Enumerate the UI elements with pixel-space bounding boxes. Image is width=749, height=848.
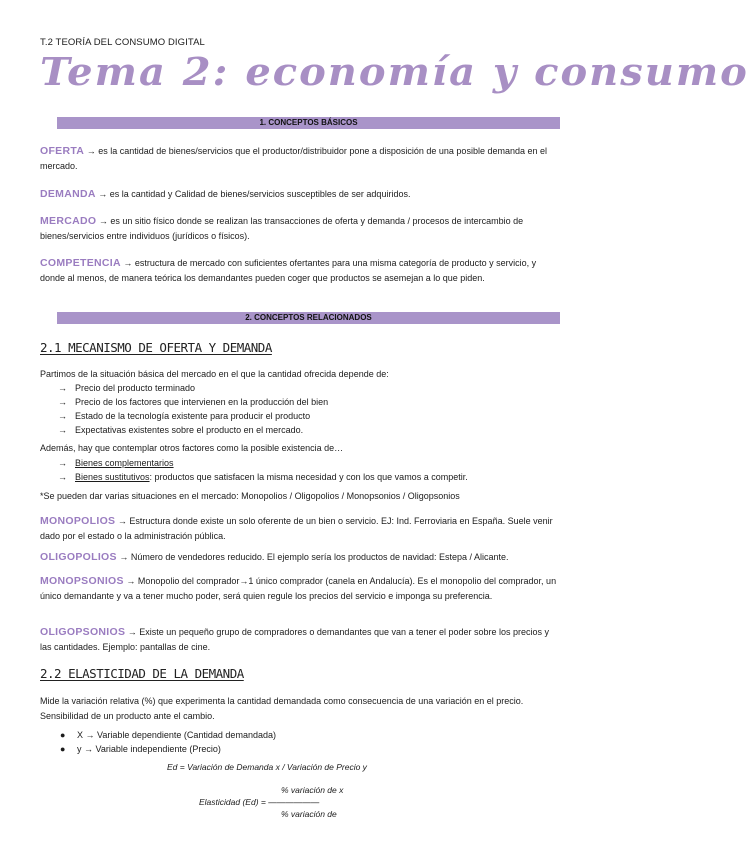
term-oligopolios: OLIGOPOLIOS <box>40 551 117 563</box>
arrow-icon: → <box>58 458 67 468</box>
page-title: Tema 2: economía y consumo <box>40 50 749 95</box>
bullet-icon: ● <box>60 744 66 754</box>
definition-text: es la cantidad de bienes/servicios que el productor/distribuidor pone a disposición de una posible demanda en el mercado. <box>40 146 547 171</box>
bullet-icon: ● <box>60 730 66 740</box>
formula-denominator: % variación de <box>281 809 337 819</box>
extra-factor-item <box>58 456 174 470</box>
term-oferta: OFERTA <box>40 145 85 157</box>
factor-item: → Estado de la tecnología existente para producir el producto <box>58 411 311 421</box>
variable-item: ● X → Variable dependiente (Cantidad demandada) <box>60 730 276 740</box>
subheading-mechanism: 2.1 MECANISMO DE OFERTA Y DEMANDA <box>40 340 272 355</box>
extra-factor-item: → Bienes sustitutivos: productos que satisfacen la misma necesidad y con los que vamos a competir. <box>58 472 468 482</box>
term-mercado: MERCADO <box>40 215 97 227</box>
market-note: *Se pueden dar varias situaciones en el mercado: Monopolios / Oligopolios / Monopsonios / Oligopsonios <box>40 491 460 501</box>
definition-mercado: MERCADO → es un sitio físico donde se realizan las transacciones de oferta y demanda / procesos de intercambio de bienes/servicios entre individuos (jurídicos o físicos). <box>40 215 524 241</box>
factor-item: → Expectativas existentes sobre el producto en el mercado. <box>58 425 304 435</box>
elasticity-intro: Mide la variación relativa (%) que experimenta la cantidad demandada como consecuencia de una variación en el precio. Sensibilidad de un producto ante el cambio. <box>40 696 524 721</box>
definition-text: estructura de mercado con suficientes ofertantes para una misma categoría de producto y servicio, y donde al menos, de manera teórica los demandantes pueden coger que productos se asemejan a lo que piden. <box>40 258 537 283</box>
variable-item: ● y → Variable independiente (Precio) <box>60 744 221 754</box>
formula-ed: Ed = Variación de Demanda x / Variación de Precio y <box>167 762 367 772</box>
course-header: T.2 TEORÍA DEL CONSUMO DIGITAL <box>40 37 205 48</box>
formula-lhs: Elasticidad (Ed) = —————— <box>199 797 320 807</box>
situation-oligopsonios: OLIGOPSONIOS → Existe un pequeño grupo de compradores o demandantes que van a tener el poder sobre los precios y las cantidades. Ejemplo: pantallas de cine. <box>40 626 550 652</box>
factor-item: → Precio del producto terminado <box>58 383 196 393</box>
term-monopolios: MONOPOLIOS <box>40 515 116 527</box>
definition-competencia: COMPETENCIA → estructura de mercado con suficientes ofertantes para una misma categoría de producto y servicio, y donde al menos, de manera teórica los demandantes pueden coger que productos se asemejan a lo que piden. <box>40 257 537 283</box>
link-complementarios: Bienes complementarios <box>75 458 174 468</box>
link-sustitutivos: Bienes sustitutivos <box>75 472 150 482</box>
definition-text: es un sitio físico donde se realizan las transacciones de oferta y demanda / procesos de intercambio de bienes/servicios entre individuos (jurídicos o físicos). <box>40 216 524 241</box>
formula-numerator: % variación de x <box>281 785 344 795</box>
arrow-icon: → <box>58 425 67 435</box>
arrow-icon: → <box>58 411 67 421</box>
situation-monopsonios: MONOPSONIOS → Monopolio del comprador→1 único comprador (canela en Andalucía). Es el monopolio del comprador, un único demandante y va a tener mucho poder, será quien regule los precios del servicio e imponga su preferencia. <box>40 575 557 601</box>
factor-item: → Precio de los factores que intervienen en la producción del bien <box>58 397 329 407</box>
situation-oligopolios: OLIGOPOLIOS → Número de vendedores reducido. El ejemplo sería los productos de navidad: Estepa / Alicante. <box>40 551 509 563</box>
mechanism-also: Además, hay que contemplar otros factores como la posible existencia de… <box>40 443 344 453</box>
subheading-elasticity: 2.2 ELASTICIDAD DE LA DEMANDA <box>40 666 244 681</box>
term-competencia: COMPETENCIA <box>40 257 121 269</box>
section-bar-basics: 1. CONCEPTOS BÁSICOS <box>57 117 560 129</box>
definition-demanda: DEMANDA → es la cantidad y Calidad de bienes/servicios susceptibles de ser adquiridos. <box>40 188 411 200</box>
term-demanda: DEMANDA <box>40 188 96 200</box>
section-bar-related: 2. CONCEPTOS RELACIONADOS <box>57 312 560 324</box>
situation-monopolios: MONOPOLIOS → Estructura donde existe un solo oferente de un bien o servicio. EJ: Ind. Ferroviaria en España. Suele venir dado por el estado o la administración pública. <box>40 515 553 541</box>
term-monopsonios: MONOPSONIOS <box>40 575 124 587</box>
arrow-icon: → <box>58 397 67 407</box>
term-oligopsonios: OLIGOPSONIOS <box>40 626 126 638</box>
arrow-icon: → <box>58 383 67 393</box>
arrow-icon: → <box>58 472 67 482</box>
mechanism-intro: Partimos de la situación básica del mercado en el que la cantidad ofrecida depende de: <box>40 369 389 379</box>
definition-oferta: OFERTA → es la cantidad de bienes/servicios que el productor/distribuidor pone a disposición de una posible demanda en el mercado. <box>40 145 547 171</box>
definition-text: es la cantidad y Calidad de bienes/servicios susceptibles de ser adquiridos. <box>109 189 411 199</box>
